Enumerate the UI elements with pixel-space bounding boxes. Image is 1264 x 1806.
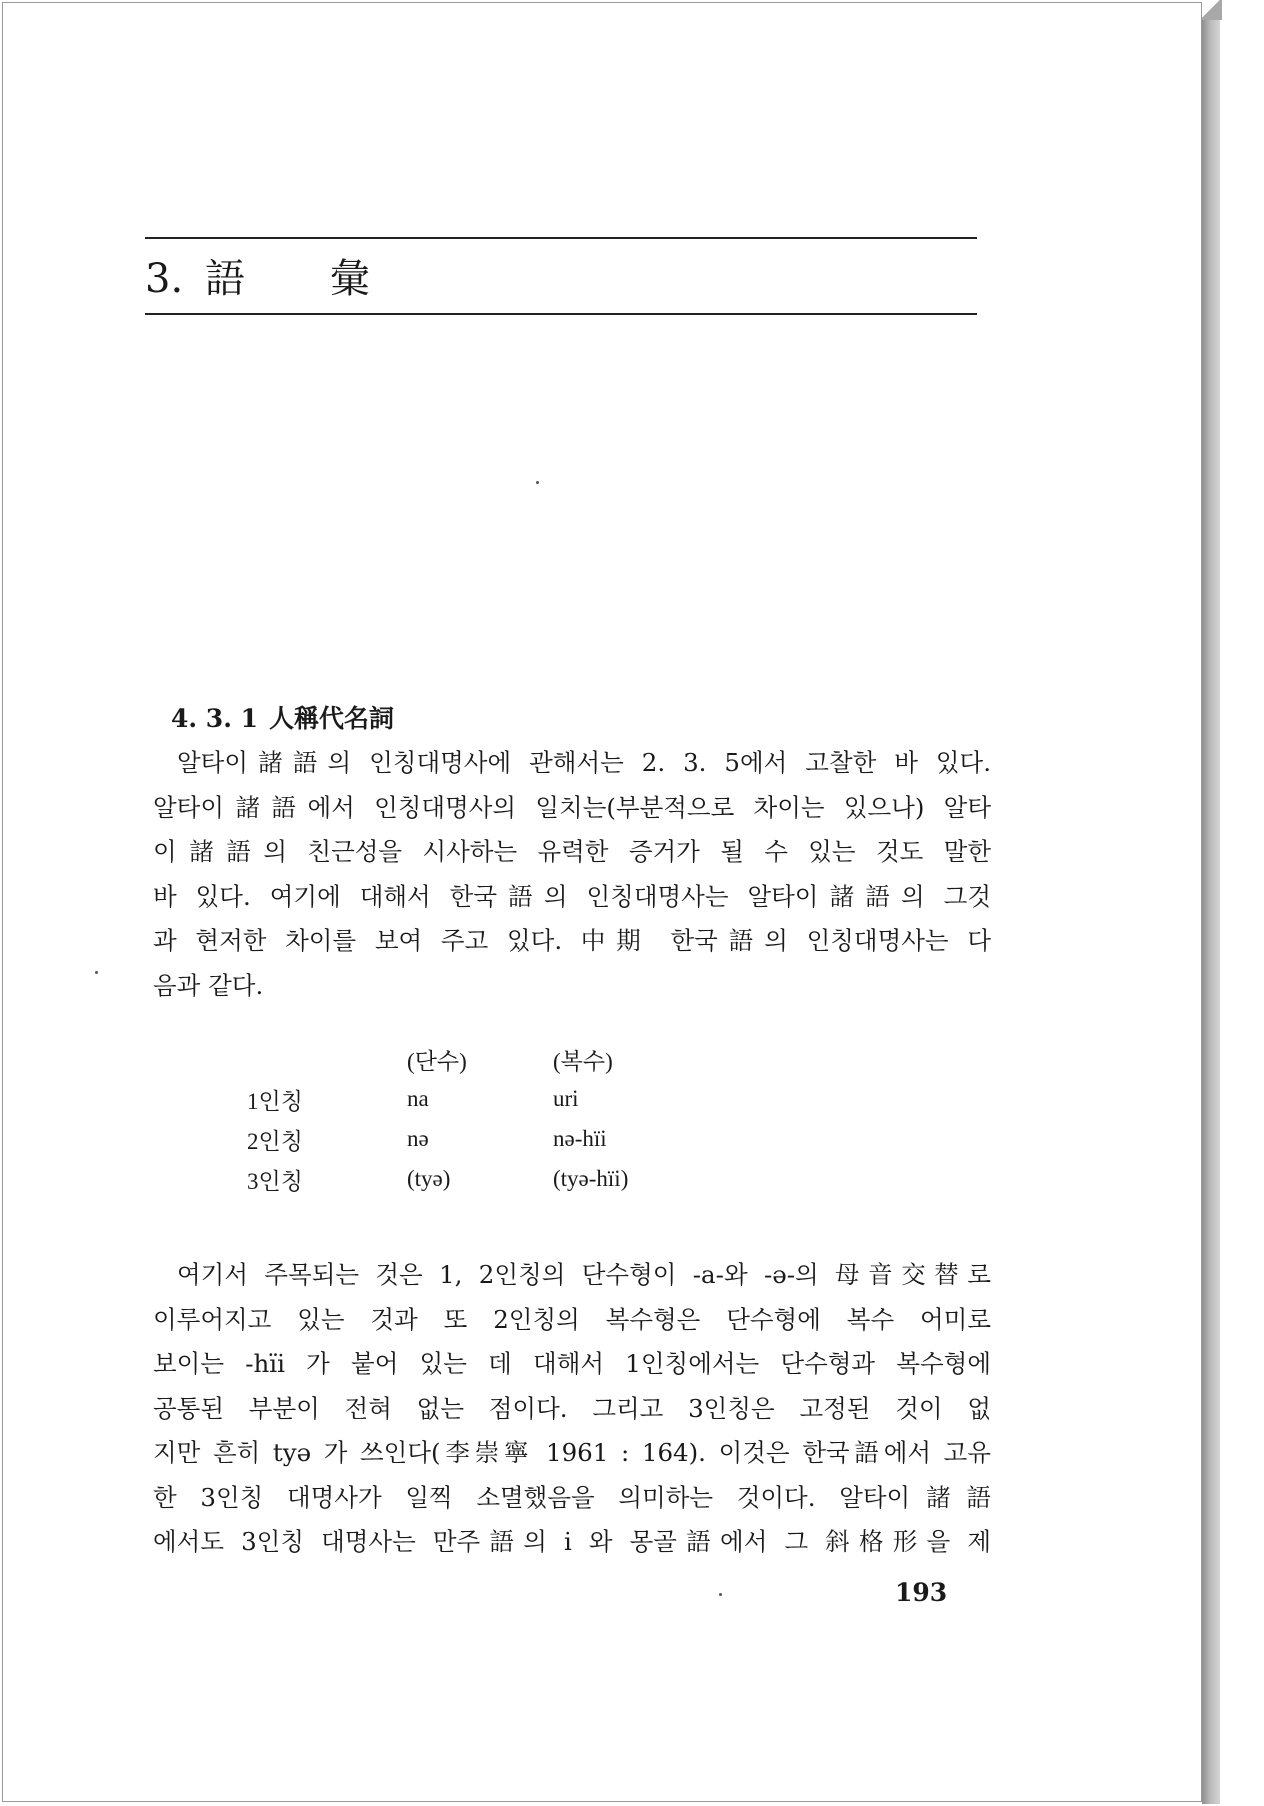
text-line: 지만 흔히 tyə 가 쓰인다(李崇寧 1961 : 164). 이것은 한국語에서 고유 xyxy=(153,1438,991,1467)
chapter-rule-top xyxy=(145,237,977,239)
table-header-cell xyxy=(247,1039,407,1079)
text-line: 알타이諸語에서 인칭대명사의 일치는(부분적으로 차이는 있으나) 알타 xyxy=(153,792,991,822)
text-line: 한 3인칭 대명사가 일찍 소멸했음을 의미하는 것이다. 알타이諸語 xyxy=(153,1482,991,1512)
scan-speck xyxy=(719,1593,722,1596)
chapter-rule-bottom xyxy=(145,313,977,315)
page-number: 193 xyxy=(895,1578,948,1607)
section-number: 4. 3. 1 xyxy=(171,704,258,733)
chapter-number: 3. xyxy=(145,256,184,302)
text-line: 에서도 3인칭 대명사는 만주語의 i 와 몽골語에서 그 斜格形을 제 xyxy=(153,1527,991,1556)
text-line: 이루어지고 있는 것과 또 2인칭의 복수형은 단수형에 복수 어미로 xyxy=(153,1304,991,1334)
table-cell: (tyə-hïi) xyxy=(553,1166,629,1191)
table-row xyxy=(247,1159,693,1199)
text-line: 공통된 부분이 전혀 없는 점이다. 그리고 3인칭은 고정된 것이 없 xyxy=(153,1393,991,1423)
pronoun-table xyxy=(247,1039,693,1199)
table-cell: uri xyxy=(553,1086,579,1111)
book-page xyxy=(2,2,1202,1802)
text-line: 알타이諸語의 인칭대명사에 관해서는 2. 3. 5에서 고찰한 바 있다. xyxy=(177,748,991,777)
table-row xyxy=(247,1079,693,1119)
text-line: 과 현저한 차이를 보여 주고 있다. 中期 한국語의 인칭대명사는 다 xyxy=(153,926,991,955)
table-cell: 3인칭 xyxy=(247,1168,303,1194)
text-line: 이諸語의 친근성을 시사하는 유력한 증거가 될 수 있는 것도 말한 xyxy=(153,837,991,866)
text-line: 보이는 -hïi 가 붙어 있는 데 대해서 1인칭에서는 단수형과 복수형에 xyxy=(153,1349,991,1378)
page-edge-shadow xyxy=(1202,10,1220,1804)
table-row xyxy=(247,1119,693,1159)
scan-speck xyxy=(536,481,539,484)
table-cell: na xyxy=(407,1086,429,1111)
chapter-title-char-2: 彙 xyxy=(330,256,370,302)
table-cell: nə xyxy=(407,1126,429,1151)
paragraph-2 xyxy=(153,1253,991,1565)
text-line: 바 있다. 여기에 대해서 한국語의 인칭대명사는 알타이諸語의 그것 xyxy=(153,881,991,911)
text-line: 여기서 주목되는 것은 1, 2인칭의 단수형이 -a-와 -ə-의 母音交替로 xyxy=(177,1260,991,1289)
section-title: 人稱代名詞 xyxy=(269,704,395,733)
table-cell: 2인칭 xyxy=(247,1128,303,1154)
section-heading xyxy=(171,699,394,739)
table-header-cell: (복수) xyxy=(553,1048,613,1074)
text-line: 음과 같다. xyxy=(153,970,264,1000)
chapter-heading xyxy=(145,249,977,309)
table-cell: 1인칭 xyxy=(247,1088,303,1114)
paragraph-1 xyxy=(153,741,991,1008)
scan-speck xyxy=(95,971,98,974)
table-header-cell: (단수) xyxy=(407,1048,467,1074)
table-header-row xyxy=(247,1039,693,1079)
table-cell: (tyə) xyxy=(407,1166,451,1191)
table-cell: nə-hïi xyxy=(553,1126,607,1151)
chapter-title-char-1: 語 xyxy=(205,256,245,302)
